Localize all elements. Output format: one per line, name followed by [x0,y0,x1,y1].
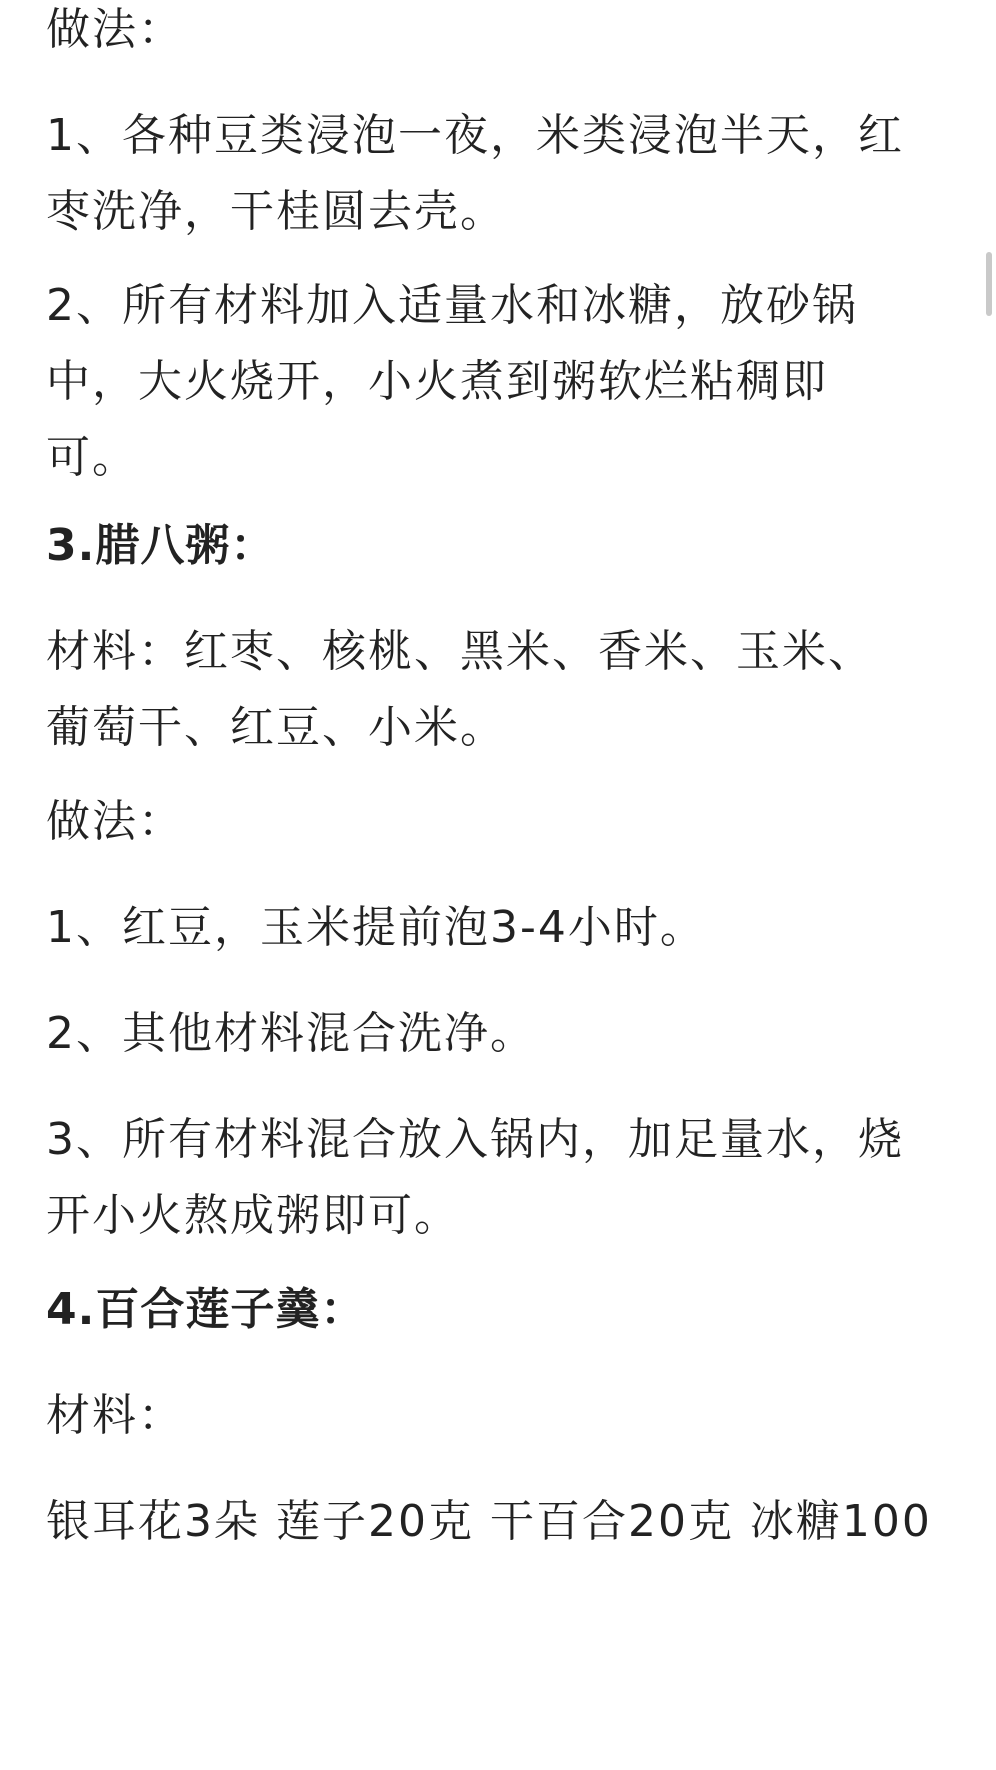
method-label: 做法： [46,4,184,55]
scrollbar[interactable] [986,252,992,316]
step-2-text: 2、所有材料加入适量水和冰糖，放砂锅 中，大火烧开，小火煮到粥软烂粘稠即 可。 [46,280,858,483]
ingredients-text: 材料：红枣、核桃、黑米、香米、玉米、 葡萄干、红豆、小米。 [46,626,874,753]
step-1-text: 1、红豆，玉米提前泡3-4小时。 [46,902,706,953]
ingredients-label: 材料： [46,1390,184,1441]
section-heading-lily-lotus-soup: 4.百合莲子羹： [46,1284,366,1335]
step-1-text: 1、各种豆类浸泡一夜，米类浸泡半天，红 枣洗净，干桂圆去壳。 [46,110,904,237]
step-3-text: 3、所有材料混合放入锅内，加足量水，烧 开小火熬成粥即可。 [46,1114,904,1241]
method-label: 做法： [46,796,184,847]
section-heading-laba-congee: 3.腊八粥： [46,520,276,571]
ingredients-text: 银耳花3朵 莲子20克 干百合20克 冰糖100 [46,1496,932,1547]
step-2-text: 2、其他材料混合洗净。 [46,1008,536,1059]
